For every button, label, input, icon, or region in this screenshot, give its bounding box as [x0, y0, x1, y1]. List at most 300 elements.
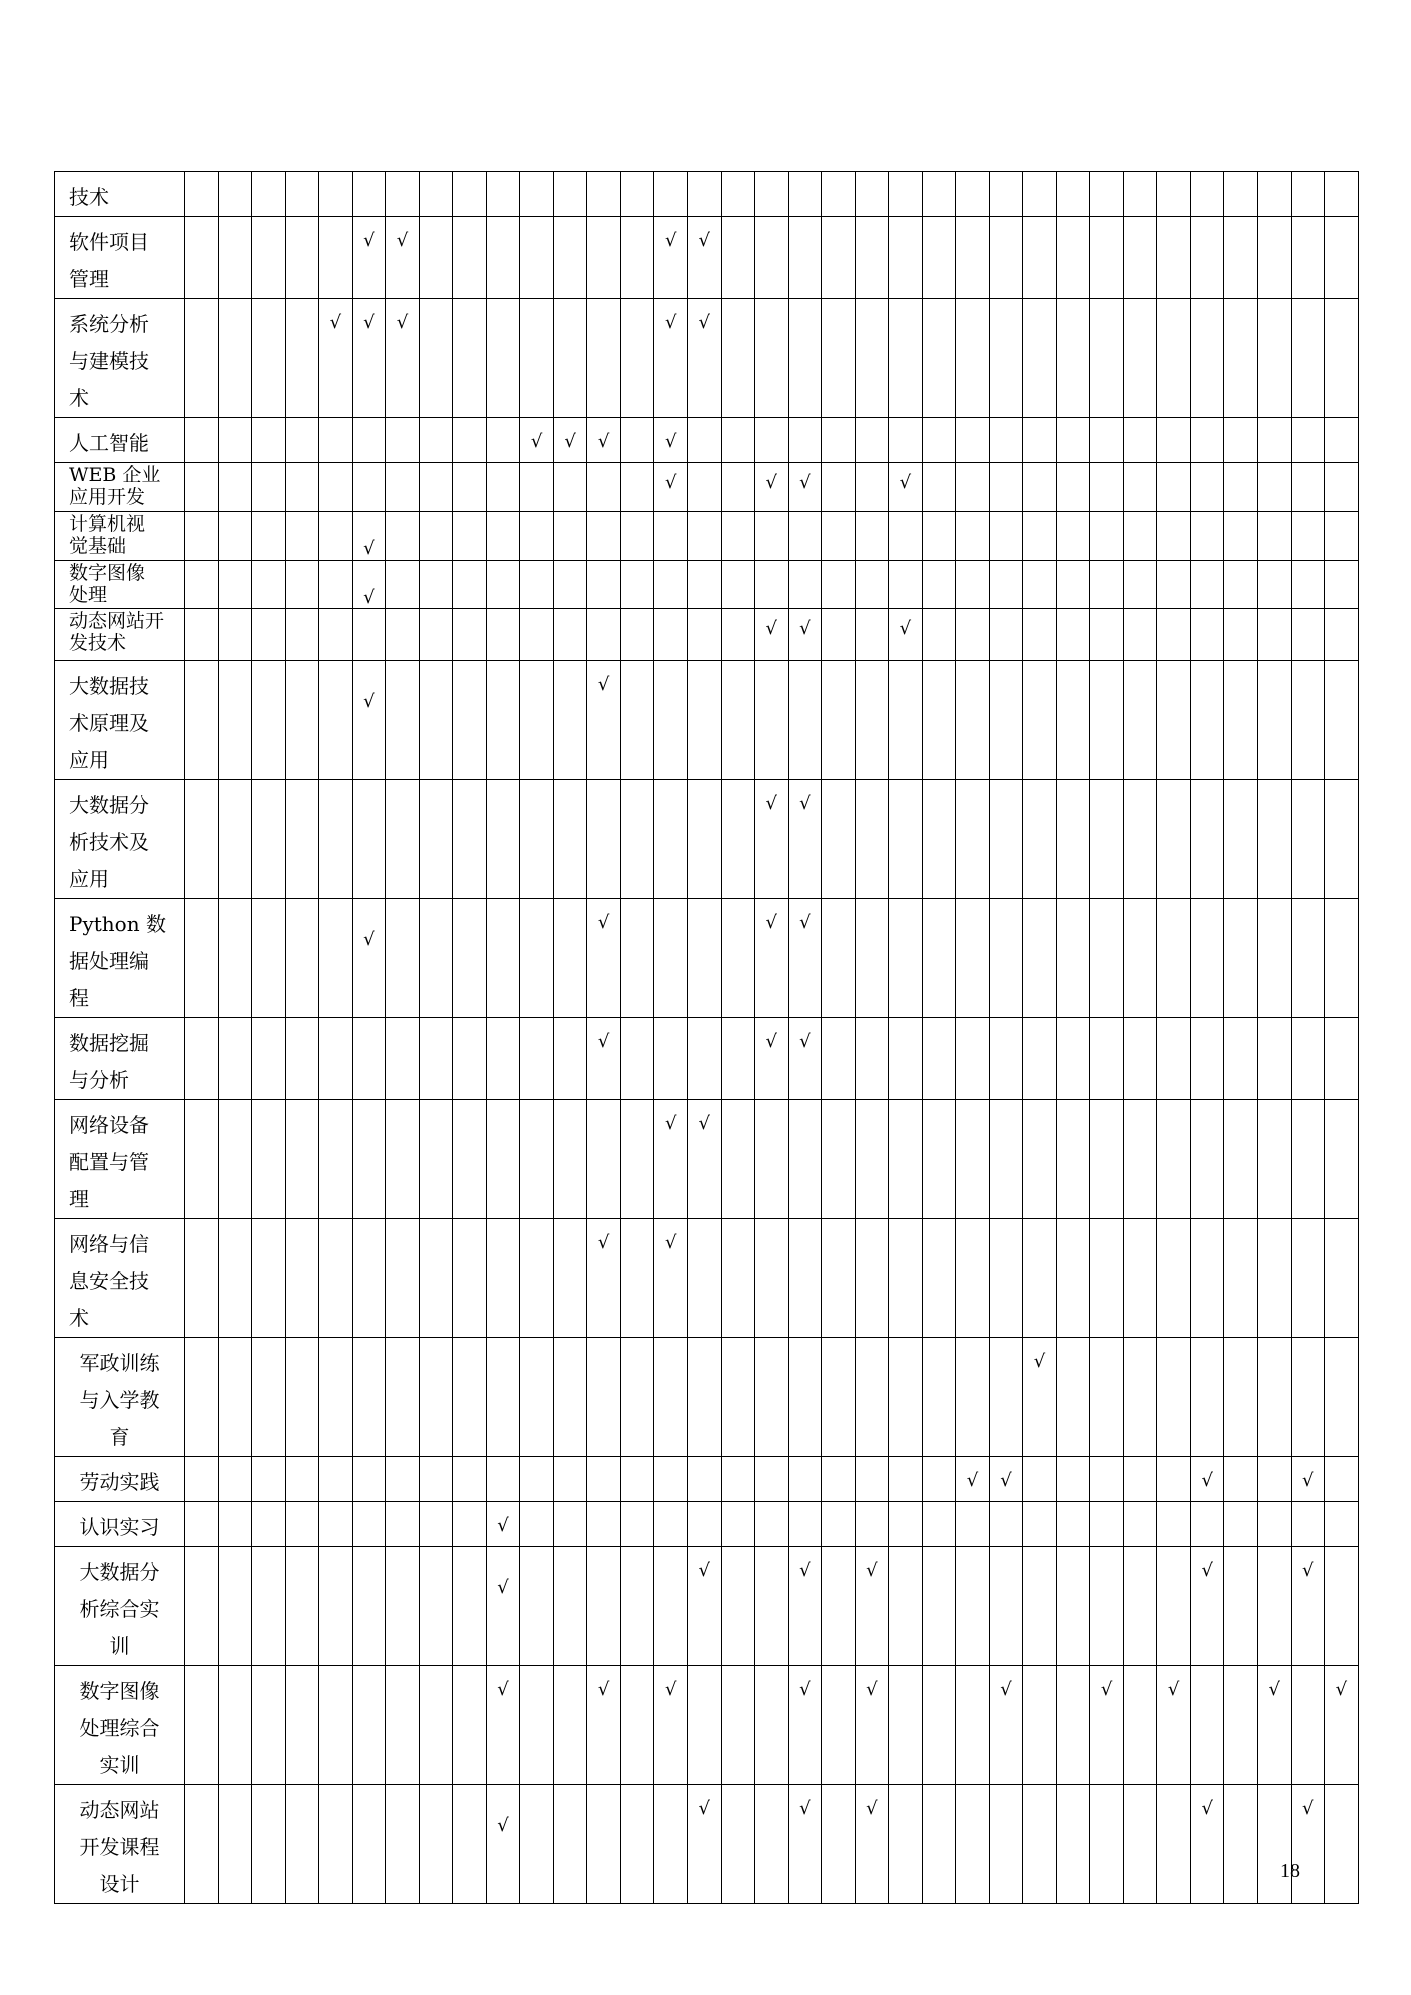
- matrix-cell: [553, 661, 587, 780]
- matrix-cell: [1190, 463, 1224, 512]
- matrix-cell: [788, 512, 822, 561]
- course-name-cell: 大数据分 析技术及 应用: [55, 780, 185, 899]
- matrix-cell: [989, 1666, 1023, 1785]
- matrix-cell: [520, 1338, 554, 1457]
- matrix-cell: [1123, 661, 1157, 780]
- check-mark: √: [564, 431, 576, 452]
- matrix-cell: [386, 299, 420, 418]
- matrix-cell: [1258, 1785, 1292, 1904]
- matrix-cell: [1056, 661, 1090, 780]
- matrix-cell: [889, 512, 923, 561]
- matrix-cell: [185, 780, 219, 899]
- matrix-cell: [755, 1018, 789, 1100]
- matrix-cell: [620, 217, 654, 299]
- matrix-cell: [855, 1666, 889, 1785]
- matrix-cell: [755, 463, 789, 512]
- course-name-cell: WEB 企业 应用开发: [55, 463, 185, 512]
- matrix-cell: [1258, 661, 1292, 780]
- matrix-cell: [1258, 418, 1292, 463]
- matrix-cell: [620, 1338, 654, 1457]
- matrix-cell: [386, 1502, 420, 1547]
- matrix-cell: [1157, 1502, 1191, 1547]
- matrix-cell: [185, 217, 219, 299]
- course-name-cell: 劳动实践: [55, 1457, 185, 1502]
- check-mark: √: [597, 912, 610, 933]
- matrix-cell: [922, 1785, 956, 1904]
- matrix-cell: [1224, 1219, 1258, 1338]
- matrix-cell: [654, 418, 688, 463]
- check-mark: √: [899, 472, 912, 493]
- matrix-cell: [553, 780, 587, 899]
- matrix-cell: [620, 1219, 654, 1338]
- matrix-cell: [989, 1219, 1023, 1338]
- course-matrix-body: [55, 172, 1359, 1904]
- matrix-cell: [922, 1547, 956, 1666]
- matrix-cell: [386, 661, 420, 780]
- matrix-cell: [453, 661, 487, 780]
- matrix-cell: [1190, 609, 1224, 661]
- table-row: [55, 561, 1359, 609]
- matrix-cell: [956, 899, 990, 1018]
- matrix-cell: [989, 512, 1023, 561]
- matrix-cell: [755, 299, 789, 418]
- matrix-cell: [1258, 463, 1292, 512]
- matrix-cell: [252, 609, 286, 661]
- matrix-cell: [755, 1338, 789, 1457]
- matrix-cell: [218, 780, 252, 899]
- matrix-cell: [822, 1785, 856, 1904]
- matrix-cell: [1157, 463, 1191, 512]
- matrix-cell: [386, 1338, 420, 1457]
- matrix-cell: [620, 1666, 654, 1785]
- matrix-cell: [855, 1457, 889, 1502]
- table-row: [55, 899, 1359, 1018]
- matrix-cell: [185, 1502, 219, 1547]
- matrix-cell: [386, 561, 420, 609]
- matrix-cell: [453, 463, 487, 512]
- matrix-cell: [386, 899, 420, 1018]
- matrix-cell: [1023, 1219, 1057, 1338]
- matrix-cell: [620, 780, 654, 899]
- check-mark: √: [1100, 1679, 1113, 1700]
- matrix-cell: [822, 661, 856, 780]
- matrix-cell: [1023, 1785, 1057, 1904]
- table-row: [55, 1502, 1359, 1547]
- matrix-cell: [520, 172, 554, 217]
- check-mark: √: [698, 1560, 710, 1581]
- matrix-cell: [587, 217, 621, 299]
- matrix-cell: [654, 661, 688, 780]
- matrix-cell: [352, 299, 386, 418]
- matrix-cell: [185, 1219, 219, 1338]
- matrix-cell: [1325, 561, 1359, 609]
- check-mark: √: [1335, 1679, 1348, 1700]
- matrix-cell: [486, 661, 520, 780]
- matrix-cell: [587, 1338, 621, 1457]
- matrix-cell: [687, 1018, 721, 1100]
- matrix-cell: [788, 1100, 822, 1219]
- matrix-cell: [1190, 299, 1224, 418]
- matrix-cell: [419, 1338, 453, 1457]
- course-name-cell: 动态网站开 发技术: [55, 609, 185, 661]
- matrix-cell: [520, 561, 554, 609]
- matrix-cell: [486, 1338, 520, 1457]
- matrix-cell: [889, 1018, 923, 1100]
- check-mark: √: [497, 1515, 509, 1536]
- matrix-cell: [956, 512, 990, 561]
- matrix-cell: [453, 899, 487, 1018]
- matrix-cell: [922, 1219, 956, 1338]
- matrix-cell: [788, 899, 822, 1018]
- matrix-cell: [889, 609, 923, 661]
- matrix-cell: [1157, 1785, 1191, 1904]
- matrix-cell: [620, 512, 654, 561]
- matrix-cell: [1090, 561, 1124, 609]
- check-mark: √: [664, 1679, 677, 1700]
- matrix-cell: [788, 1785, 822, 1904]
- matrix-cell: [252, 1219, 286, 1338]
- matrix-cell: [553, 1502, 587, 1547]
- matrix-cell: [520, 661, 554, 780]
- matrix-cell: [889, 1457, 923, 1502]
- matrix-cell: [889, 172, 923, 217]
- check-mark: √: [329, 312, 342, 333]
- table-row: [55, 172, 1359, 217]
- matrix-cell: [285, 1338, 319, 1457]
- matrix-cell: [285, 561, 319, 609]
- matrix-cell: [1157, 512, 1191, 561]
- matrix-cell: [520, 299, 554, 418]
- matrix-cell: [721, 463, 755, 512]
- matrix-cell: [956, 299, 990, 418]
- check-mark: √: [799, 618, 811, 639]
- table-row: [55, 1338, 1359, 1457]
- matrix-cell: [1291, 1502, 1325, 1547]
- matrix-cell: [285, 609, 319, 661]
- course-name-cell: 大数据技 术原理及 应用: [55, 661, 185, 780]
- matrix-cell: [1090, 899, 1124, 1018]
- matrix-cell: [587, 172, 621, 217]
- check-mark: √: [799, 1031, 811, 1052]
- matrix-cell: [486, 899, 520, 1018]
- matrix-cell: [1224, 512, 1258, 561]
- matrix-cell: [1291, 780, 1325, 899]
- matrix-cell: [185, 172, 219, 217]
- matrix-cell: [1190, 1457, 1224, 1502]
- matrix-cell: [185, 661, 219, 780]
- matrix-cell: [587, 1547, 621, 1666]
- matrix-cell: [721, 1785, 755, 1904]
- matrix-cell: [1090, 1502, 1124, 1547]
- matrix-cell: [654, 1785, 688, 1904]
- matrix-cell: [721, 172, 755, 217]
- matrix-cell: [319, 299, 353, 418]
- matrix-cell: [1056, 217, 1090, 299]
- matrix-cell: [822, 1018, 856, 1100]
- check-mark: √: [1302, 1560, 1314, 1581]
- matrix-cell: [252, 1100, 286, 1219]
- matrix-cell: [352, 463, 386, 512]
- matrix-cell: [788, 1547, 822, 1666]
- matrix-cell: [486, 463, 520, 512]
- matrix-cell: [721, 899, 755, 1018]
- check-mark: √: [1201, 1560, 1213, 1581]
- matrix-cell: [1325, 780, 1359, 899]
- matrix-cell: [520, 609, 554, 661]
- matrix-cell: [889, 418, 923, 463]
- matrix-cell: [1157, 1338, 1191, 1457]
- matrix-cell: [453, 561, 487, 609]
- matrix-cell: [1325, 512, 1359, 561]
- matrix-cell: [1190, 899, 1224, 1018]
- matrix-cell: [1291, 1785, 1325, 1904]
- matrix-cell: [218, 561, 252, 609]
- matrix-cell: [252, 780, 286, 899]
- matrix-cell: [620, 299, 654, 418]
- matrix-cell: [486, 217, 520, 299]
- matrix-cell: [922, 1018, 956, 1100]
- matrix-cell: [1056, 1018, 1090, 1100]
- matrix-cell: [453, 1219, 487, 1338]
- matrix-cell: [1224, 1457, 1258, 1502]
- matrix-cell: [252, 463, 286, 512]
- matrix-cell: [352, 217, 386, 299]
- matrix-cell: [252, 299, 286, 418]
- matrix-cell: [620, 1100, 654, 1219]
- matrix-cell: [285, 1100, 319, 1219]
- matrix-cell: [956, 463, 990, 512]
- matrix-cell: [922, 1338, 956, 1457]
- matrix-cell: [822, 512, 856, 561]
- matrix-cell: [1023, 172, 1057, 217]
- matrix-cell: [419, 899, 453, 1018]
- matrix-cell: [1123, 1457, 1157, 1502]
- matrix-cell: [1090, 1666, 1124, 1785]
- matrix-cell: [553, 899, 587, 1018]
- matrix-cell: [989, 299, 1023, 418]
- matrix-cell: [520, 1100, 554, 1219]
- matrix-cell: [620, 899, 654, 1018]
- matrix-cell: [453, 1018, 487, 1100]
- check-mark: √: [799, 912, 811, 933]
- matrix-cell: [553, 512, 587, 561]
- matrix-cell: [185, 1666, 219, 1785]
- matrix-cell: [855, 512, 889, 561]
- matrix-cell: [1325, 299, 1359, 418]
- matrix-cell: [319, 463, 353, 512]
- matrix-cell: [587, 1457, 621, 1502]
- matrix-cell: [1023, 217, 1057, 299]
- matrix-cell: [419, 1457, 453, 1502]
- matrix-cell: [889, 561, 923, 609]
- matrix-cell: [1023, 561, 1057, 609]
- matrix-cell: [721, 1100, 755, 1219]
- matrix-cell: [520, 217, 554, 299]
- matrix-cell: [419, 780, 453, 899]
- matrix-cell: [822, 217, 856, 299]
- matrix-cell: [1056, 899, 1090, 1018]
- matrix-cell: [419, 1018, 453, 1100]
- matrix-cell: [989, 1785, 1023, 1904]
- matrix-cell: [922, 512, 956, 561]
- matrix-cell: [989, 1457, 1023, 1502]
- matrix-cell: [285, 780, 319, 899]
- matrix-cell: [319, 418, 353, 463]
- matrix-cell: [453, 1547, 487, 1666]
- matrix-cell: [1291, 463, 1325, 512]
- matrix-cell: [1023, 609, 1057, 661]
- matrix-cell: [1123, 1018, 1157, 1100]
- matrix-cell: [788, 561, 822, 609]
- matrix-cell: [285, 418, 319, 463]
- matrix-cell: [252, 1338, 286, 1457]
- matrix-cell: [1291, 418, 1325, 463]
- matrix-cell: [1190, 1502, 1224, 1547]
- matrix-cell: [185, 609, 219, 661]
- matrix-cell: [218, 661, 252, 780]
- matrix-cell: [1258, 1547, 1292, 1666]
- matrix-cell: [386, 1547, 420, 1666]
- matrix-cell: [687, 1785, 721, 1904]
- matrix-cell: [185, 418, 219, 463]
- matrix-cell: [1224, 899, 1258, 1018]
- matrix-cell: [453, 217, 487, 299]
- matrix-cell: [822, 1502, 856, 1547]
- matrix-cell: [1291, 609, 1325, 661]
- matrix-cell: [419, 1785, 453, 1904]
- matrix-cell: [218, 1100, 252, 1219]
- matrix-cell: [252, 1018, 286, 1100]
- check-mark: √: [966, 1470, 979, 1491]
- matrix-cell: [1258, 561, 1292, 609]
- matrix-cell: [755, 512, 789, 561]
- matrix-cell: [587, 299, 621, 418]
- matrix-cell: [1291, 1219, 1325, 1338]
- check-mark: √: [899, 618, 912, 639]
- matrix-cell: [285, 512, 319, 561]
- matrix-cell: [922, 899, 956, 1018]
- check-mark: √: [1000, 1679, 1012, 1700]
- course-name-cell: Python 数 据处理编 程: [55, 899, 185, 1018]
- matrix-cell: [687, 899, 721, 1018]
- matrix-cell: [1224, 1502, 1258, 1547]
- matrix-cell: [889, 1666, 923, 1785]
- matrix-cell: [1291, 299, 1325, 418]
- matrix-cell: [1023, 1018, 1057, 1100]
- matrix-cell: [1123, 609, 1157, 661]
- matrix-cell: [185, 1457, 219, 1502]
- matrix-cell: [1123, 463, 1157, 512]
- table-row: [55, 418, 1359, 463]
- matrix-cell: [319, 217, 353, 299]
- matrix-cell: [687, 661, 721, 780]
- matrix-cell: [285, 1219, 319, 1338]
- matrix-cell: [620, 1502, 654, 1547]
- matrix-cell: [1258, 780, 1292, 899]
- matrix-cell: [386, 780, 420, 899]
- matrix-cell: [520, 780, 554, 899]
- check-mark: √: [799, 793, 811, 814]
- matrix-cell: [1023, 1457, 1057, 1502]
- check-mark: √: [363, 929, 375, 950]
- matrix-cell: [319, 1100, 353, 1219]
- matrix-cell: [1157, 418, 1191, 463]
- matrix-cell: [1090, 512, 1124, 561]
- matrix-cell: [285, 1018, 319, 1100]
- matrix-cell: [386, 418, 420, 463]
- matrix-cell: [1258, 1018, 1292, 1100]
- matrix-cell: [755, 661, 789, 780]
- matrix-cell: [352, 1502, 386, 1547]
- matrix-cell: [687, 463, 721, 512]
- matrix-cell: [620, 1547, 654, 1666]
- matrix-cell: [755, 1502, 789, 1547]
- matrix-cell: [788, 1338, 822, 1457]
- matrix-cell: [587, 418, 621, 463]
- matrix-cell: [587, 561, 621, 609]
- check-mark: √: [1000, 1470, 1012, 1491]
- matrix-cell: [252, 561, 286, 609]
- matrix-cell: [1023, 418, 1057, 463]
- matrix-cell: [687, 1666, 721, 1785]
- matrix-cell: [520, 899, 554, 1018]
- matrix-cell: [1023, 1338, 1057, 1457]
- matrix-cell: [687, 299, 721, 418]
- matrix-cell: [1056, 299, 1090, 418]
- matrix-cell: [1325, 1219, 1359, 1338]
- matrix-cell: [1023, 780, 1057, 899]
- matrix-cell: [855, 780, 889, 899]
- matrix-cell: [587, 512, 621, 561]
- check-mark: √: [664, 472, 677, 493]
- matrix-cell: [1291, 1338, 1325, 1457]
- matrix-cell: [922, 609, 956, 661]
- matrix-cell: [1157, 561, 1191, 609]
- matrix-cell: [1023, 661, 1057, 780]
- check-mark: √: [664, 312, 677, 333]
- matrix-cell: [1157, 661, 1191, 780]
- matrix-cell: [587, 1018, 621, 1100]
- matrix-cell: [1224, 661, 1258, 780]
- matrix-cell: [889, 1219, 923, 1338]
- matrix-cell: [553, 299, 587, 418]
- matrix-cell: [1123, 418, 1157, 463]
- matrix-cell: [1258, 1457, 1292, 1502]
- course-name-cell: 软件项目 管理: [55, 217, 185, 299]
- matrix-cell: [553, 1785, 587, 1904]
- matrix-cell: [185, 1018, 219, 1100]
- check-mark: √: [597, 431, 610, 452]
- matrix-cell: [218, 899, 252, 1018]
- check-mark: √: [597, 674, 610, 695]
- matrix-cell: [285, 217, 319, 299]
- matrix-cell: [654, 609, 688, 661]
- matrix-cell: [185, 299, 219, 418]
- matrix-cell: [788, 418, 822, 463]
- matrix-cell: [1291, 512, 1325, 561]
- matrix-cell: [453, 1785, 487, 1904]
- matrix-cell: [520, 418, 554, 463]
- matrix-cell: [1056, 1547, 1090, 1666]
- matrix-cell: [687, 1219, 721, 1338]
- matrix-cell: [788, 1457, 822, 1502]
- matrix-cell: [922, 172, 956, 217]
- matrix-cell: [1258, 1502, 1292, 1547]
- matrix-cell: [1157, 299, 1191, 418]
- matrix-cell: [486, 609, 520, 661]
- matrix-cell: [956, 217, 990, 299]
- matrix-cell: [1157, 1100, 1191, 1219]
